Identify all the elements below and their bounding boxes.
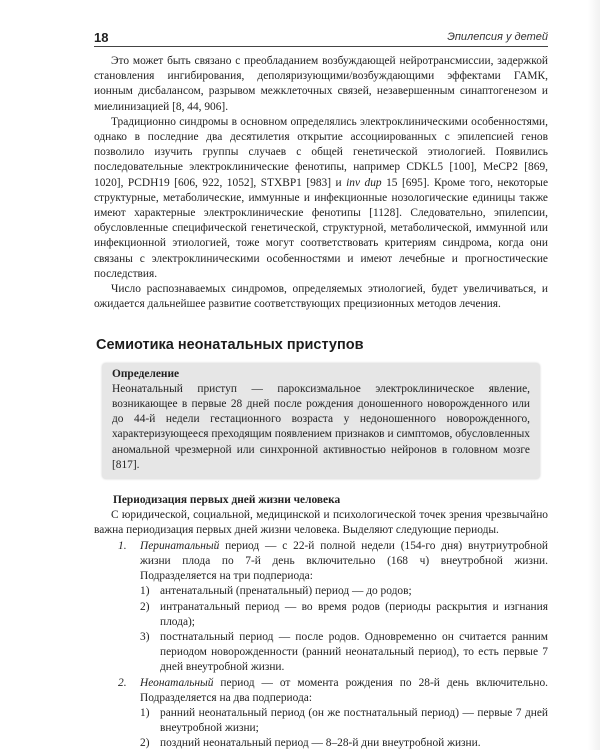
page-number: 18: [94, 30, 109, 45]
definition-title: Определение: [112, 367, 180, 380]
list-item: 2. Неонатальный период — от момента рождения по 28-й день включительно. Подразделяется на два подпериода: 1) ранний неонатальный период (он же постнатальный период) — первые 7 дней внеутробной жизни; 2) поздний неонатальный период — 8–28-й дни внеутробной жизни.: [94, 676, 548, 752]
list-item: 2) интранатальный период — во время родов (периоды раскрытия и изгнания плода);: [140, 600, 548, 628]
definition-box: [102, 363, 540, 479]
page-edge-shadow: [588, 0, 600, 750]
paragraph: Традиционно синдромы в основном определялись электроклиническими особенностями, однако в последние два десятилетия открытие ассоциированных с эпилепсией генов позволило изучить группы случаев с общей генетической этиологией. Появились последовательные электроклинические фенотипы, например CDKL5 [100], MeCP2 [869, 1020], PCDH19 [606, 922, 1052], STXBP1 [983] и inv dup 15 [695]. Кроме того, некоторые структурные, метаболические, иммунные и инфекционные нозологические единицы также имеют характерные электроклинические фенотипы [1128]. Следовательно, эпилепсии, обусловленные специфической генетической, структурной, метаболической, иммунной или инфекционной этиологией, тоже могут соответствовать критериям синдрома, когда они связаны с электроклиническими особенностями и имеют лечебные и прогностические последствия.: [94, 115, 549, 280]
list-item: 2) поздний неонатальный период — 8–28-й дни внеутробной жизни.: [140, 737, 481, 750]
subperiod-list: [140, 584, 548, 675]
list-item: 1) антенатальный (пренатальный) период — до родов;: [140, 585, 412, 598]
period-list: [94, 539, 548, 752]
list-number: 1.: [118, 539, 127, 552]
list-number: 2.: [118, 676, 127, 689]
paragraph: Число распознаваемых синдромов, определяемых этиологией, будет увеличиваться, и ожидается дальнейшее развитие соответствующих прецизионных методов лечения.: [94, 283, 548, 311]
paragraph: С юридической, социальной, медицинской и психологической точек зрения чрезвычайно важна периодизация первых дней жизни человека. Выделяют следующие периоды.: [94, 509, 548, 537]
list-item: 1. Перинатальный период — с 22-й полной недели (154-го дня) внутриутробной жизни плода по 7-й день включительно (168 ч) внеутробной жизни. Подразделяется на три подпериода: 1) антенатальный (пренатальный) период — до родов; 2) интранатальный период — во время родов (периоды раскрытия и изгнания плода); 3) постнатальный период — после родов. Одновременно он считается ранним периодом новорожденности (ранний неонатальный период), то есть первые 7 дней внеутробной жизни.: [94, 539, 548, 676]
term: Неонатальный: [140, 676, 214, 689]
running-title: Эпилепсия у детей: [447, 31, 548, 43]
list-item: 1) ранний неонатальный период (он же постнатальный период) — первые 7 дней внеутробной жизни;: [140, 706, 548, 735]
page-header: [94, 30, 548, 47]
list-item: 3) постнатальный период — после родов. Одновременно он считается ранним периодом новорожденности (ранний неонатальный период), то есть первые 7 дней внеутробной жизни.: [140, 630, 548, 674]
definition-text: Неонатальный приступ — пароксизмальное электроклиническое явление, возникающее в первые 28 дней после рождения доношенного новорожденного или до 44-й недели гестационного возраста у недоношенного новорожденного, характеризующееся преходящим появлением признаков и симптомов, обусловленных аномальной чрезмерной или синхронной активностью нейронов в головном мозге [817].: [112, 382, 530, 471]
paragraph: Это может быть связано с преобладанием возбуждающей нейротрансмиссии, задержкой становления ингибирования, деполяризующими/возбуждающими эффектами ГАМК, ионным дисбалансом, разрывом межклеточных связей, незавершенным синаптогенезом и миелинизацией [8, 44, 906].: [94, 55, 548, 113]
page-body: [94, 54, 548, 752]
term: Перинатальный: [140, 539, 220, 552]
subperiod-list: [140, 706, 548, 752]
section-heading: Семиотика неонатальных приступов: [96, 337, 364, 354]
subsection-heading: Периодизация первых дней жизни человека: [113, 494, 341, 507]
